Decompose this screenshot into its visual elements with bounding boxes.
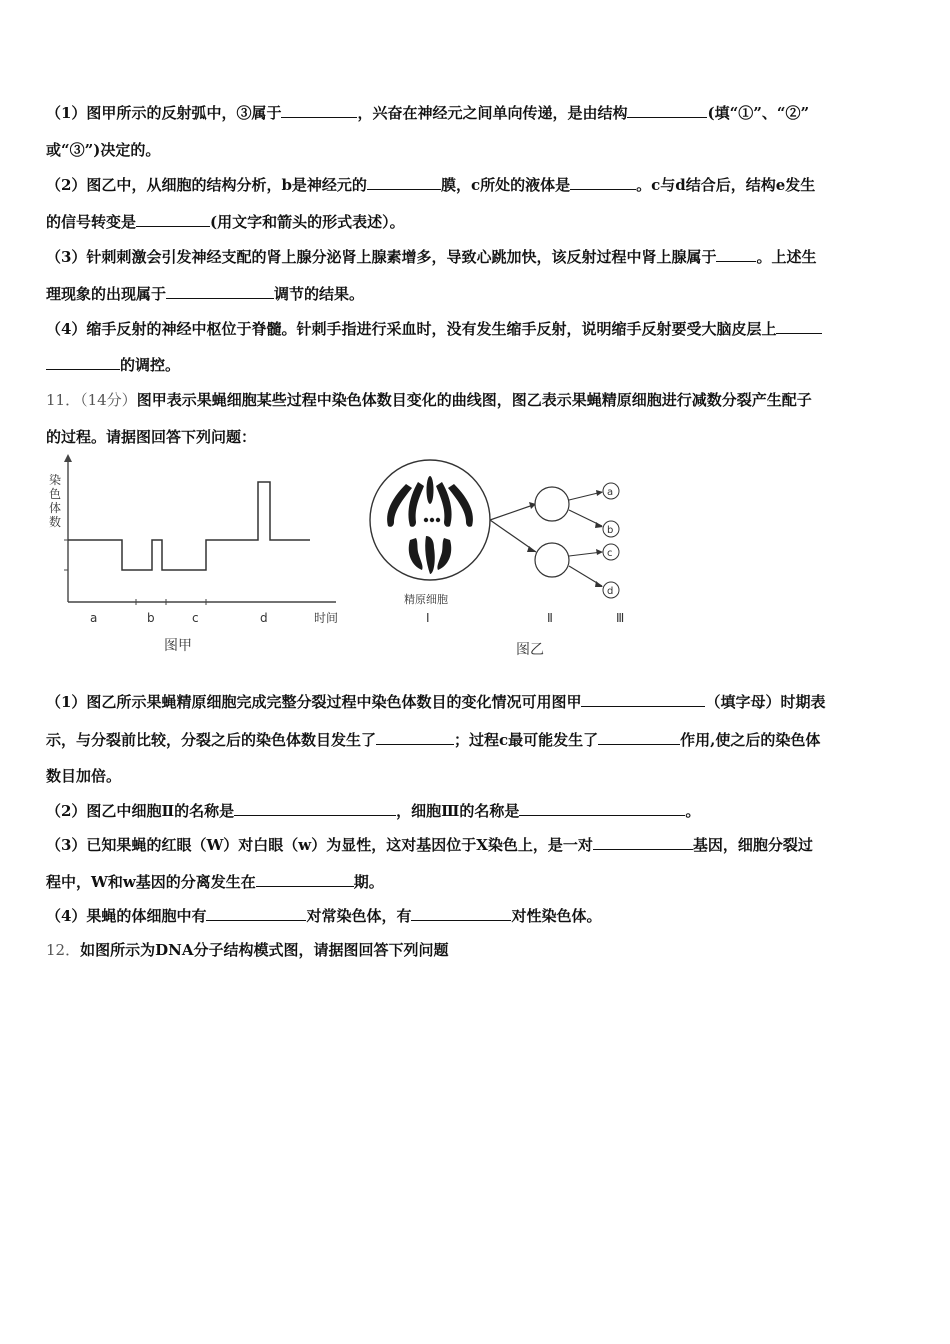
answer-blank[interactable] <box>367 175 441 190</box>
y-label-char: 色 <box>49 487 62 501</box>
period-label-c: c <box>192 611 199 625</box>
q11-part1-line2: 示，与分裂前比较，分裂之后的染色体数目发生了 ；过程c最可能发生了 作用,使之后的染色体 <box>46 731 821 749</box>
svg-text:a: a <box>607 487 614 498</box>
answer-blank[interactable] <box>281 103 357 118</box>
y-label-char: 数 <box>49 515 62 529</box>
q11-part4-line1: （4）果蝇的体细胞中有 对常染色体，有 对性染色体。 <box>46 907 602 925</box>
answer-blank[interactable] <box>776 319 822 334</box>
figure-jia <box>44 452 354 664</box>
figure-yi-caption: 图乙 <box>516 642 544 658</box>
q10-part1-line2: 或“③”)决定的。 <box>46 141 161 159</box>
q11-part1-line1: （1）图乙所示果蝇精原细胞完成完整分裂过程中染色体数目的变化情况可用图甲 （填字母）时期表 <box>46 693 826 711</box>
answer-blank[interactable] <box>716 247 756 262</box>
answer-blank[interactable] <box>627 103 707 118</box>
chromosome-number-curve <box>68 482 310 570</box>
q11-part3-line1: （3）已知果蝇的红眼（W）对白眼（w）为显性，这对基因位于X染色上，是一对 基因，细胞分裂过 <box>46 836 813 854</box>
y-label-char: 染 <box>49 473 62 487</box>
cell-II-bottom <box>535 543 569 577</box>
x-axis-label: 时间 <box>314 611 339 625</box>
q10-part4-line1: （4）缩手反射的神经中枢位于脊髓。针刺手指进行采血时，没有发生缩手反射，说明缩手反射要受大脑皮层上 <box>46 319 906 339</box>
q10-part1-line1: （1）图甲所示的反射弧中，③属于 ，兴奋在神经元之间单向传递，是由结构 (填“①”、“②” <box>46 104 810 122</box>
q10-part3-line1: （3）针刺刺激会引发神经支配的肾上腺分泌肾上腺素增多，导致心跳加快，该反射过程中肾上腺属于 。上述生 <box>46 248 817 266</box>
q11-part2-line1: （2）图乙中细胞Ⅱ的名称是 ，细胞Ⅲ的名称是 。 <box>46 802 701 820</box>
q10-part3-line2: 理现象的出现属于 调节的结果。 <box>46 285 365 303</box>
stage-II-label: Ⅱ <box>547 611 553 625</box>
answer-blank[interactable] <box>166 284 274 299</box>
cell-II-top <box>535 487 569 521</box>
answer-blank[interactable] <box>581 692 705 707</box>
stage-III-label: Ⅲ <box>616 611 625 625</box>
svg-text:d: d <box>607 586 614 597</box>
answer-blank[interactable] <box>136 212 210 227</box>
period-label-b: b <box>147 611 155 625</box>
y-axis-arrow <box>64 454 72 462</box>
q11-part1-line3: 数目加倍。 <box>46 767 122 785</box>
answer-blank[interactable] <box>411 906 511 921</box>
figure-yi <box>366 456 636 666</box>
answer-blank[interactable] <box>256 872 354 887</box>
q12-stem: 12．如图所示为DNA分子结构模式图，请据图回答下列问题 <box>46 941 449 959</box>
q11-part3-line2: 程中，W和w基因的分离发生在 期。 <box>46 873 384 891</box>
y-label-char: 体 <box>49 501 62 515</box>
svg-text:c: c <box>607 548 613 559</box>
arrowhead <box>595 522 603 528</box>
q11-stem-line1: 11．（14分）图甲表示果蝇细胞某些过程中染色体数目变化的曲线图，图乙表示果蝇精原细胞进行减数分裂产生配子 <box>46 391 812 409</box>
period-label-a: a <box>90 611 98 625</box>
q10-part2-line1: （2）图乙中，从细胞的结构分析，b是神经元的 膜，c所处的液体是 。c与d结合后，结构e发生 <box>46 176 816 194</box>
arrowhead <box>596 490 603 496</box>
answer-blank[interactable] <box>376 730 454 745</box>
figure-jia-caption: 图甲 <box>164 638 192 654</box>
arrowhead <box>595 581 603 587</box>
answer-blank[interactable] <box>519 801 685 816</box>
cell-label: 精原细胞 <box>404 593 448 606</box>
answer-blank[interactable] <box>46 355 120 370</box>
answer-blank[interactable] <box>234 801 396 816</box>
arrow <box>490 504 536 520</box>
q10-part2-line2: 的信号转变是 (用文字和箭头的形式表述）。 <box>46 213 405 231</box>
answer-blank[interactable] <box>206 906 306 921</box>
answer-blank[interactable] <box>570 175 636 190</box>
q11-stem-line2: 的过程。请据图回答下列问题： <box>46 428 257 446</box>
q10-part4-line2: 的调控。 <box>46 355 906 375</box>
answer-blank[interactable] <box>593 835 693 850</box>
period-label-d: d <box>260 611 268 625</box>
stage-I-label: Ⅰ <box>426 611 430 625</box>
answer-blank[interactable] <box>598 730 680 745</box>
arrowhead <box>596 549 603 555</box>
svg-text:b: b <box>607 525 614 536</box>
